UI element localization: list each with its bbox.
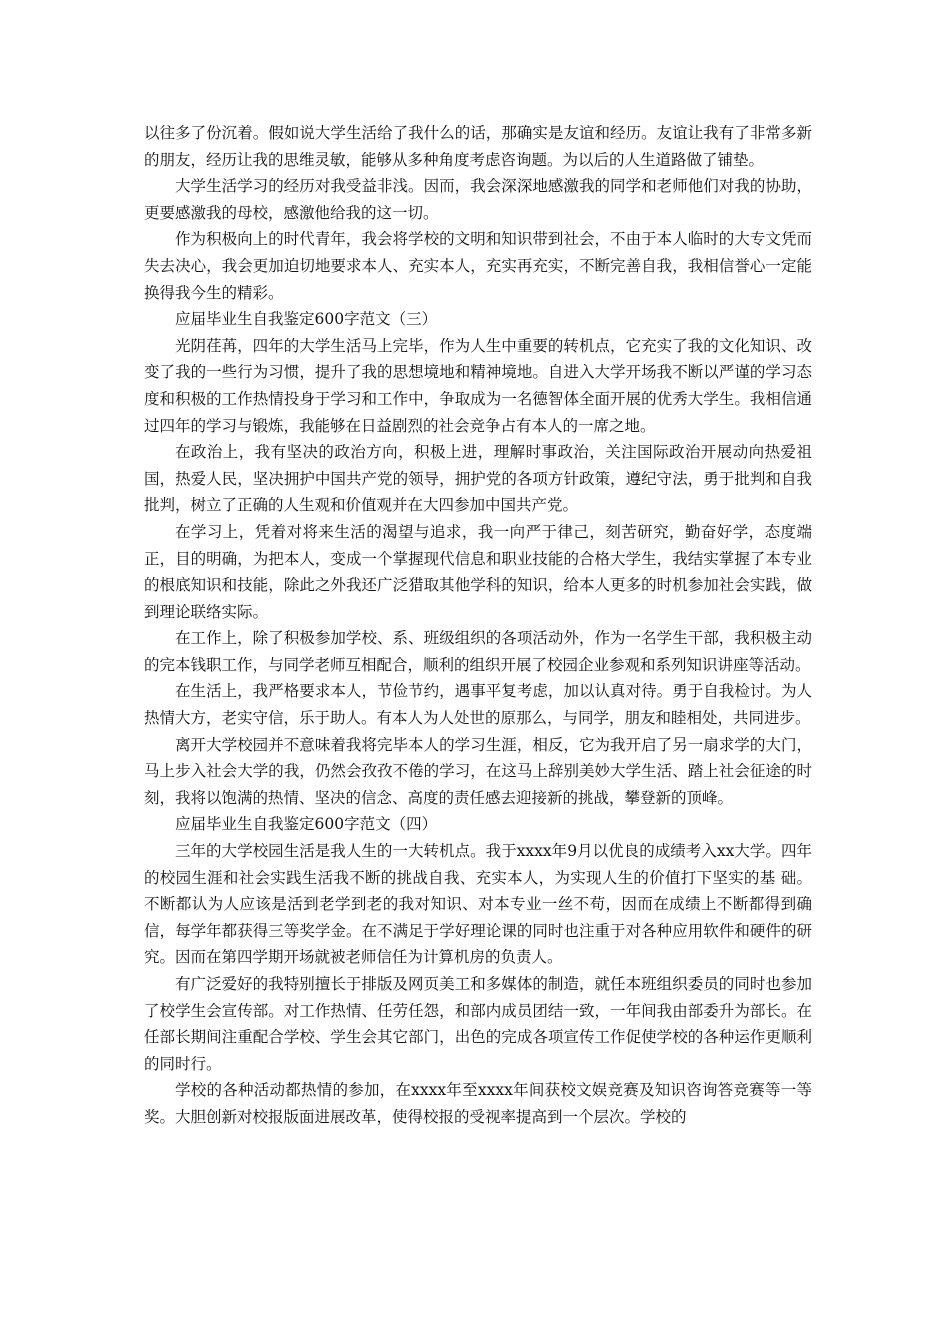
body-paragraph: 学校的各种活动都热情的参加，在xxxx年至xxxx年间获校文娱竞赛及知识咨询答竞赛等一等奖。大胆创新对校报版面进展改革，使得校报的受视率提高到一个层次。学校的 bbox=[144, 1081, 812, 1126]
body-paragraph: 大学生活学习的经历对我受益非浅。因而，我会深深地感激我的同学和老师他们对我的协助，更要感激我的母校，感激他给我的这一切。 bbox=[144, 177, 812, 222]
body-paragraph: 在生活上，我严格要求本人，节俭节约，遇事平复考虑，加以认真对待。勇于自我检讨。为人热情大方，老实守信，乐于助人。有本人为人处世的原那么，与同学，朋友和睦相处，共同进步。 bbox=[144, 682, 812, 728]
body-paragraph: 作为积极向上的时代青年，我会将学校的文明和知识带到社会，不由于本人临时的大专文凭而失去决心，我会更加迫切地要求本人、充实本人，充实再充实，不断完善自我，我相信誉心一定能换得我今生的精彩。 bbox=[144, 230, 812, 302]
body-paragraph: 在工作上，除了积极参加学校、系、班级组织的各项活动外，作为一名学生干部，我积极主动的完本钱职工作，与同学老师互相配合，顺利的组织开展了校园企业参观和系列知识讲座等活动。 bbox=[144, 629, 812, 674]
body-paragraph: 光阴荏苒，四年的大学生活马上完毕，作为人生中重要的转机点，它充实了我的文化知识、改变了我的一些行为习惯，提升了我的思想境地和精神境地。自进入大学开场我不断以严谨的学习态度和积极的工作热情投身于学习和工作中，争取成为一名德智体全面开展的优秀大学生。我相信通过四年的学习与锻炼，我能够在日益剧烈的社会竞争占有本人的一席之地。 bbox=[144, 336, 812, 435]
body-paragraph: 在政治上，我有坚决的政治方向，积极上进，理解时事政治，关注国际政治开展动向热爱祖国，热爱人民，坚决拥护中国共产党的领导，拥护党的各项方针政策，遵纪守法，勇于批判和自我批判，树立了正确的人生观和价值观并在大四参加中国共产党。 bbox=[144, 443, 812, 515]
document-body bbox=[144, 120, 812, 1131]
body-paragraph: 有广泛爱好的我特别擅长于排版及网页美工和多媒体的制造，就任本班组织委员的同时也参加了校学生会宣传部。对工作热情、任劳任怨，和部内成员团结一致，一年间我由部委升为部长。在任部长期间注重配合学校、学生会其它部门，出色的完成各项宣传工作促使学校的各种运作更顺利的同时行。 bbox=[144, 975, 812, 1073]
section-heading: 应届毕业生自我鉴定600字范文（四） bbox=[175, 815, 438, 834]
body-paragraph: 离开大学校园并不意味着我将完毕本人的学习生涯，相反，它为我开启了另一扇求学的大门，马上步入社会大学的我，仍然会孜孜不倦的学习，在这马上辞别美妙大学生活、踏上社会征途的时刻，我将以饱满的热情、坚决的信念、高度的责任感去迎接新的挑战，攀登新的顶峰。 bbox=[144, 735, 812, 807]
body-paragraph: 以往多了份沉着。假如说大学生活给了我什么的话，那确实是友谊和经历。友谊让我有了非常多新的朋友，经历让我的思维灵敏，能够从多种角度考虑咨询题。为以后的人生道路做了铺垫。 bbox=[144, 124, 812, 169]
body-paragraph: 在学习上，凭着对将来生活的渴望与追求，我一向严于律己，刻苦研究，勤奋好学，态度端正，目的明确，为把本人，变成一个掌握现代信息和职业技能的合格大学生，我结实掌握了本专业的根底知识和技能，除此之外我还广泛猎取其他学科的知识，给本人更多的时机参加社会实践，做到理论联络实际。 bbox=[144, 522, 812, 621]
body-paragraph: 三年的大学校园生活是我人生的一大转机点。我于xxxx年9月以优良的成绩考入xx大学。四年的校园生涯和社会实践生活我不断的挑战自我、充实本人，为实现人生的价值打下坚实的基 础。不断都认为人应该是活到老学到老的我对知识、对本专业一丝不苟，因而在成绩上不断都得到确信，每学年都获得三等奖学金。在不满足于学好理论课的同时也注重于对各种应用软件和硬件的研究。因而在第四学期开场就被老师信任为计算机房的负责人。 bbox=[144, 842, 812, 967]
section-heading: 应届毕业生自我鉴定600字范文（三） bbox=[175, 310, 438, 329]
